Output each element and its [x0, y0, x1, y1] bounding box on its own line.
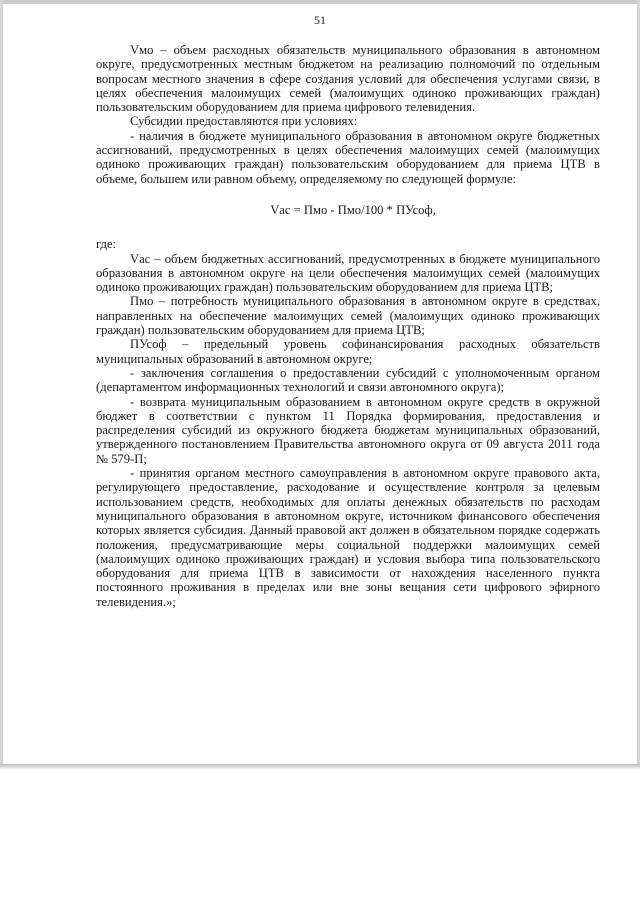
paragraph-vac-definition: Vас – объем бюджетных ассигнований, предусмотренных в бюджете муниципального образования в автономном округе на цели обеспечения малоимущих семей (малоимущих одиноко проживающих граждан) пользовательским оборудованием для приема ЦТВ;: [96, 251, 600, 295]
paragraph-condition-return: - возврата муниципальным образованием в автономном округе средств в окружной бюджет в соответствии с пунктом 11 Порядка формирования, предоставления и распределения субсидий из окружного бюджета бюджетам муниципальных образований, утвержденного постановлением Правительства автономного округа от 09 августа 2011 года № 579-П;: [96, 394, 600, 466]
page-number: 51: [314, 13, 326, 27]
paragraph-subsidy-conditions: Субсидии предоставляются при условиях:: [130, 114, 358, 129]
scan-edge-top: [0, 0, 640, 4]
paragraph-pmo-definition: Пмо – потребность муниципального образования в автономном округе в средствах, направленных на обеспечение малоимущих семей (малоимущих одиноко проживающих граждан) пользовательским оборудованием для приема ЦТВ;: [96, 294, 600, 338]
paragraph-where: где:: [96, 237, 117, 252]
paragraph-vmo-definition: Vмо – объем расходных обязательств муниципального образования в автономном округе, предусмотренных местным бюджетом на реализацию полномочий по отдельным вопросам местного значения в сфере создания условий для обеспечения услугами связи, в целях обеспечения малоимущих семей (малоимущих одиноко проживающих граждан) пользовательским оборудованием для приема цифрового телевидения.: [96, 43, 600, 115]
formula: Vас = Пмо - Пмо/100 * ПУсоф,: [270, 202, 436, 217]
paragraph-condition-budget: - наличия в бюджете муниципального образования в автономном округе бюджетных ассигнований, предусмотренных в целях обеспечения малоимущих семей (малоимущих одиноко проживающих граждан) пользовательским оборудованием для приема ЦТВ в объеме, большем или равном объему, определяемому по следующей формуле:: [96, 128, 600, 186]
paragraph-condition-agreement: - заключения соглашения о предоставлении субсидий с уполномоченным органом (департаментом информационных технологий и связи автономного округа);: [96, 365, 600, 395]
document-body: [96, 43, 600, 609]
paragraph-condition-legal-act: - принятия органом местного самоуправления в автономном округе правового акта, регулирующего предоставление, расходование и осуществление контроля за целевым использованием средств, необходимых для оплаты денежных обязательств по расходам муниципального образования в автономном округе, источником финансового обеспечения которых является субсидия. Данный правовой акт должен в обязательном порядке содержать положения, предусматривающие меры социальной поддержки малоимущих семей (малоимущих одиноко проживающих граждан) и условия выбора типа пользовательского оборудования для приема ЦТВ в зависимости от нахождения населенного пункта постоянного проживания в пределах или вне зоны вещания сети цифрового эфирного телевидения.»;: [96, 466, 600, 609]
scan-bottom-shadow: [0, 764, 640, 770]
paragraph-pusof-definition: ПУсоф – предельный уровень софинансирования расходных обязательств муниципальных образований в автономном округе;: [96, 337, 600, 366]
scan-edge-left: [0, 0, 3, 770]
